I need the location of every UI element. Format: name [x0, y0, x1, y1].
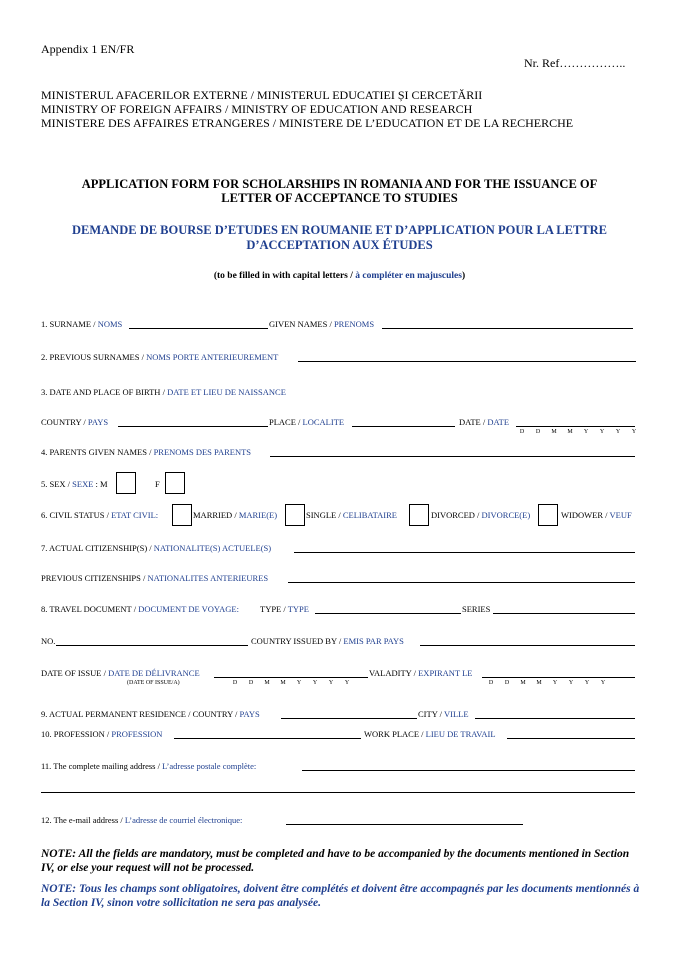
date-format-letter: Y — [631, 429, 637, 435]
country-issued-label: COUNTRY ISSUED BY / EMIS PAR PAYS — [251, 636, 404, 646]
previous-citizenship-field[interactable] — [288, 582, 635, 583]
sex-female-label: F — [155, 479, 160, 489]
parents-label: 4. PARENTS GIVEN NAMES / PRENOMS DES PARENTS — [41, 447, 252, 457]
married-checkbox[interactable] — [172, 504, 192, 526]
date-format-letter: D — [488, 680, 494, 686]
previous-surnames-label: 2. PREVIOUS SURNAMES / NOMS PORTE ANTERIEUREMENT — [41, 352, 279, 362]
form-title-fr-line2: D’ACCEPTATION AUX ÉTUDES — [246, 238, 433, 252]
document-type-label: TYPE / TYPE — [260, 604, 309, 614]
sex-male-checkbox[interactable] — [116, 472, 136, 494]
date-format-letter: Y — [568, 680, 574, 686]
date-format-letter: M — [280, 680, 286, 686]
series-label: SERIES — [462, 604, 491, 614]
date-format-letter: M — [567, 429, 573, 435]
form-title-en-line2: LETTER OF ACCEPTANCE TO STUDIES — [221, 191, 458, 205]
ministry-en: MINISTRY OF FOREIGN AFFAIRS / MINISTRY OF EDUCATION AND RESEARCH — [41, 102, 473, 116]
date-format-letter: M — [520, 680, 526, 686]
civil-status-label: 6. CIVIL STATUS / ETAT CIVIL: — [41, 510, 159, 520]
married-label: MARRIED / MARIE(E) — [193, 510, 278, 520]
date-format-letter: Y — [328, 680, 334, 686]
ministry-ro: MINISTERUL AFACERILOR EXTERNE / MINISTERUL EDUCATIEI ȘI CERCETĂRII — [41, 88, 483, 102]
appendix-label: Appendix 1 EN/FR — [41, 42, 135, 56]
date-format-letter: D — [519, 429, 525, 435]
mailing-address-field[interactable] — [302, 770, 635, 771]
issue-date-format — [227, 680, 355, 686]
sex-female-checkbox[interactable] — [165, 472, 185, 494]
divorced-label: DIVORCED / DIVORCE(E) — [431, 510, 531, 520]
issue-date-sublabel: (DATE OF ISSUE/A) — [127, 680, 180, 686]
citizenship-label: 7. ACTUAL CITIZENSHIP(S) / NATIONALITE(S) ACTUELE(S) — [41, 543, 272, 553]
birth-date-field[interactable] — [516, 426, 635, 427]
date-format-letter: M — [551, 429, 557, 435]
date-format-letter: Y — [583, 429, 589, 435]
date-format-letter: D — [504, 680, 510, 686]
date-format-letter: Y — [600, 680, 606, 686]
fill-instruction: (to be filled in with capital letters / à compléter en majuscules) — [213, 271, 466, 281]
previous-surnames-field[interactable] — [298, 361, 636, 362]
birth-date-format — [514, 429, 642, 435]
single-label: SINGLE / CELIBATAIRE — [306, 510, 397, 520]
parents-field[interactable] — [270, 456, 635, 457]
work-place-field[interactable] — [507, 738, 635, 739]
divorced-checkbox[interactable] — [409, 504, 429, 526]
date-format-letter: D — [535, 429, 541, 435]
series-field[interactable] — [493, 613, 635, 614]
date-format-letter: Y — [599, 429, 605, 435]
note-english: NOTE: All the fields are mandatory, must be completed and have to be accompanied by the documents mentioned in Section IV, or else your request will not be processed. — [41, 848, 630, 874]
date-format-letter: M — [536, 680, 542, 686]
ministry-fr: MINISTERE DES AFFAIRES ETRANGERES / MINISTERE DE L’EDUCATION ET DE LA RECHERCHE — [41, 116, 574, 130]
surname-label: 1. SURNAME / NOMS — [41, 319, 123, 329]
note-french: NOTE: Tous les champs sont obligatoires, doivent être complétés et doivent être accompagnés par les documents mentionnés à la Section IV, sinon votre sollicitation ne sera pas analysée. — [41, 883, 640, 909]
widower-checkbox[interactable] — [538, 504, 558, 526]
birth-country-field[interactable] — [118, 426, 268, 427]
issue-date-label: DATE OF ISSUE / DATE DE DÉLIVRANCE — [41, 668, 200, 678]
document-type-field[interactable] — [315, 613, 461, 614]
validity-date-format — [483, 680, 611, 686]
sex-label: 5. SEX / SEXE : M — [41, 479, 108, 489]
birth-place-field[interactable] — [352, 426, 455, 427]
validity-field[interactable] — [482, 677, 635, 678]
city-label: CITY / VILLE — [418, 709, 469, 719]
date-format-letter: Y — [552, 680, 558, 686]
single-checkbox[interactable] — [285, 504, 305, 526]
date-format-letter: D — [248, 680, 254, 686]
form-title-en-line1: APPLICATION FORM FOR SCHOLARSHIPS IN ROMANIA AND FOR THE ISSUANCE OF — [81, 177, 598, 191]
date-format-letter: Y — [312, 680, 318, 686]
email-label: 12. The e-mail address / L’adresse de courriel électronique: — [41, 815, 243, 825]
mailing-address-label: 11. The complete mailing address / L’adresse postale complète: — [41, 761, 257, 771]
date-format-letter: M — [264, 680, 270, 686]
document-number-field[interactable] — [56, 645, 248, 646]
city-field[interactable] — [475, 718, 635, 719]
travel-document-label: 8. TRAVEL DOCUMENT / DOCUMENT DE VOYAGE: — [41, 604, 239, 614]
surname-field[interactable] — [129, 328, 268, 329]
place-label: PLACE / LOCALITE — [269, 417, 345, 427]
form-title-fr-line1: DEMANDE DE BOURSE D’ETUDES EN ROUMANIE ET D’APPLICATION POUR LA LETTRE — [71, 223, 608, 237]
email-field[interactable] — [286, 824, 523, 825]
reference-number: Nr. Ref…………….. — [524, 56, 626, 70]
residence-country-field[interactable] — [281, 718, 417, 719]
birth-label: 3. DATE AND PLACE OF BIRTH / DATE ET LIEU DE NAISSANCE — [41, 387, 286, 397]
profession-label: 10. PROFESSION / PROFESSION — [41, 729, 163, 739]
date-format-letter: Y — [615, 429, 621, 435]
citizenship-field[interactable] — [294, 552, 635, 553]
date-format-letter: Y — [344, 680, 350, 686]
date-label: DATE / DATE — [459, 417, 510, 427]
issue-date-field[interactable] — [214, 677, 368, 678]
previous-citizenship-label: PREVIOUS CITIZENSHIPS / NATIONALITES ANTERIEURES — [41, 573, 269, 583]
widower-label: WIDOWER / VEUF — [561, 510, 632, 520]
document-number-label: NO. — [41, 636, 56, 646]
residence-label: 9. ACTUAL PERMANENT RESIDENCE / COUNTRY / PAYS — [41, 709, 260, 719]
work-place-label: WORK PLACE / LIEU DE TRAVAIL — [364, 729, 496, 739]
country-label: COUNTRY / PAYS — [41, 417, 109, 427]
date-format-letter: Y — [296, 680, 302, 686]
mailing-address-field-line2[interactable] — [41, 792, 635, 793]
given-names-field[interactable] — [382, 328, 633, 329]
date-format-letter: D — [232, 680, 238, 686]
country-issued-field[interactable] — [420, 645, 635, 646]
given-names-label: GIVEN NAMES / PRENOMS — [269, 319, 375, 329]
date-format-letter: Y — [584, 680, 590, 686]
profession-field[interactable] — [174, 738, 361, 739]
validity-label: VALADITY / EXPIRANT LE — [369, 668, 473, 678]
